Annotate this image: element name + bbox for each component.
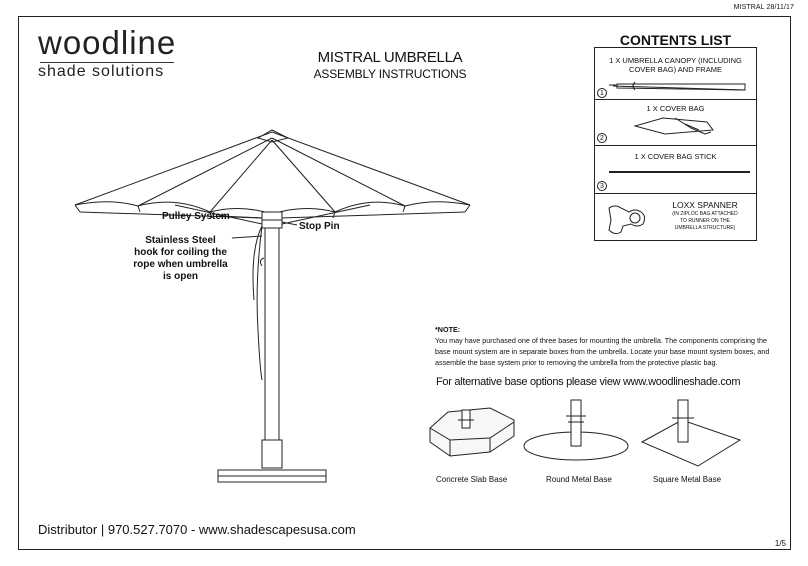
contents-item-2-number: 2 [597, 133, 607, 143]
base-label-square: Square Metal Base [653, 475, 722, 484]
note-heading: *NOTE: [435, 325, 461, 334]
page-title: MISTRAL UMBRELLA [317, 49, 463, 66]
contents-item-1-text: 1 X UMBRELLA CANOPY (INCLUDING COVER BAG) AND FRAME [609, 56, 742, 74]
square-metal-base-drawing [642, 400, 740, 466]
base-label-round: Round Metal Base [546, 475, 612, 484]
contents-item-2-text: 1 X COVER BAG [646, 104, 705, 113]
spanner-title: LOXX SPANNER [672, 200, 738, 210]
spanner-note-line-1: (IN ZIPLOC BAG ATTACHED [672, 211, 738, 217]
document-code: MISTRAL 28/11/17 [733, 4, 794, 11]
spanner-note-line-3: UMBRELLA STRUCTURE) [674, 225, 736, 231]
page-subtitle: ASSEMBLY INSTRUCTIONS [313, 67, 467, 81]
distributor-line: Distributor | 970.527.7070 - www.shadescapesusa.com [38, 522, 356, 537]
callout-hook-line-4: is open [162, 271, 198, 282]
brand-tagline: shade solutions [38, 63, 165, 80]
round-metal-base-drawing [524, 400, 628, 460]
contents-item-3-text: 1 X COVER BAG STICK [634, 152, 717, 161]
callout-hook-line-3: rope when umbrella [133, 259, 228, 270]
contents-item-3-number: 3 [597, 181, 607, 191]
alternative-base-text: For alternative base options please view www.woodlineshade.com [436, 376, 741, 388]
callout-hook-line-2: hook for coiling the [134, 247, 227, 258]
page-number: 1/5 [774, 539, 786, 548]
spanner-note-line-2: TO RUNNER ON THE [680, 218, 730, 224]
note-body: You may have purchased one of three bases for mounting the umbrella. The components comprising the base mount system are in separate boxes from the umbrella. Locate your base mount system boxes, and assemble the base system prior to removing the umbrella from the protective plastic bag. [435, 336, 770, 367]
contents-item-1-number: 1 [597, 88, 607, 98]
concrete-slab-base-drawing [430, 408, 514, 456]
callout-pulley-system: Pulley System [162, 211, 230, 222]
base-label-concrete: Concrete Slab Base [436, 475, 508, 484]
brand-logo-name: woodline [38, 24, 177, 61]
callout-hook-line-1: Stainless Steel [145, 235, 216, 246]
contents-list-title: CONTENTS LIST [619, 32, 732, 48]
callout-stop-pin: Stop Pin [299, 221, 340, 232]
